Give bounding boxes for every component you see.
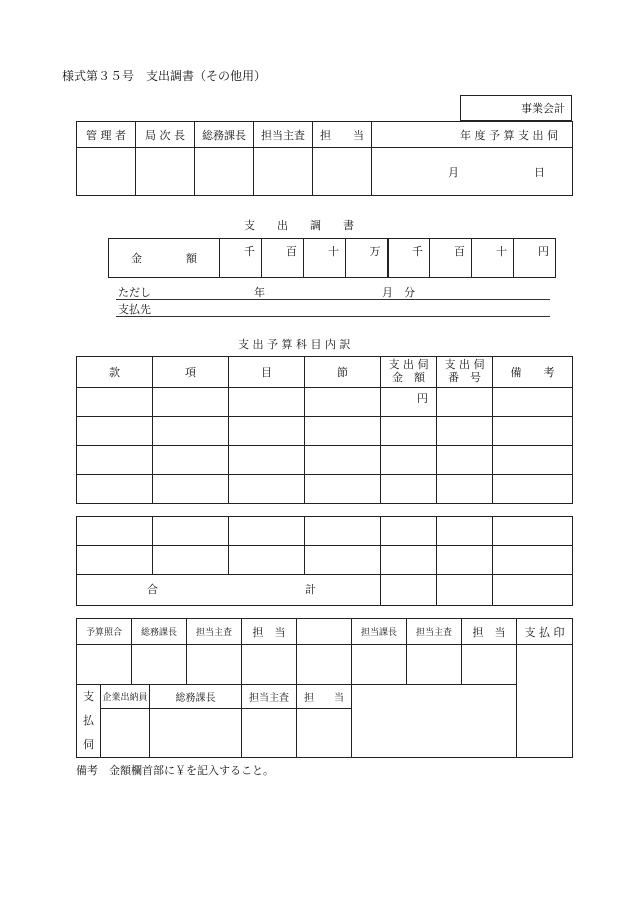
tadashi-label: ただし xyxy=(118,286,151,299)
breakdown-header: 支 出 伺 番 号 xyxy=(437,357,493,388)
sub-seal-cell[interactable] xyxy=(242,709,297,758)
breakdown-cell[interactable] xyxy=(305,446,381,475)
breakdown-cell[interactable] xyxy=(229,475,305,504)
approval-date-cell[interactable] xyxy=(372,148,573,196)
approval-seal-cell[interactable] xyxy=(77,148,136,196)
bottom-header: 担当課長 xyxy=(352,619,407,645)
corner-label: 事業会計 xyxy=(461,96,572,121)
bottom-header: 担当主査 xyxy=(407,619,462,645)
breakdown-cell[interactable] xyxy=(437,546,493,575)
tadashi-period: 分 xyxy=(404,286,415,299)
breakdown-header: 款 xyxy=(77,357,153,388)
bottom-seal-cell[interactable] xyxy=(297,645,352,685)
breakdown-cell[interactable] xyxy=(77,517,153,546)
sub-header: 担 当 xyxy=(297,685,352,709)
breakdown-cell[interactable] xyxy=(437,417,493,446)
sub-header: 総務課長 xyxy=(150,685,242,709)
amount-digit-cell[interactable]: 円 xyxy=(514,239,556,278)
date-month: 月 xyxy=(448,166,459,179)
breakdown-cell[interactable] xyxy=(77,546,153,575)
breakdown-cell[interactable] xyxy=(305,417,381,446)
breakdown-cell[interactable] xyxy=(153,517,229,546)
breakdown-cell[interactable] xyxy=(493,417,573,446)
total-amount-cell[interactable] xyxy=(381,575,437,606)
sub-seal-cell[interactable] xyxy=(150,709,242,758)
breakdown-cell[interactable] xyxy=(493,575,573,606)
bottom-approval-table xyxy=(76,618,573,758)
budget-year-label: 年 度 予 算 支 出 伺 xyxy=(372,122,573,148)
form-note: 備考 金額欄首部に￥を記入すること。 xyxy=(76,764,274,777)
bottom-seal-cell[interactable] xyxy=(352,645,407,685)
sub-header: 企業出納員 xyxy=(101,685,150,709)
approval-seal-cell[interactable] xyxy=(313,148,372,196)
total-label-cell xyxy=(77,575,381,606)
approval-seal-cell[interactable] xyxy=(195,148,254,196)
payment-seal-cell[interactable] xyxy=(517,645,573,758)
form-title: 様式第３５号 支出調書（その他用） xyxy=(62,69,267,83)
breakdown-cell[interactable] xyxy=(229,546,305,575)
bottom-seal-cell[interactable] xyxy=(132,645,187,685)
breakdown-cell[interactable] xyxy=(493,388,573,417)
breakdown-total-table xyxy=(76,516,573,606)
breakdown-cell[interactable] xyxy=(153,546,229,575)
total-label-right: 計 xyxy=(305,583,316,596)
tadashi-month: 月 xyxy=(382,286,393,299)
breakdown-cell[interactable] xyxy=(153,388,229,417)
breakdown-cell[interactable] xyxy=(493,475,573,504)
breakdown-cell[interactable] xyxy=(305,546,381,575)
amount-digit-cell[interactable]: 十 xyxy=(472,239,514,278)
breakdown-cell[interactable] xyxy=(305,475,381,504)
bottom-header: 総務課長 xyxy=(132,619,187,645)
breakdown-header: 備 考 xyxy=(493,357,573,388)
breakdown-cell[interactable] xyxy=(381,475,437,504)
amount-digit-cell[interactable]: 千 xyxy=(388,239,430,278)
breakdown-header: 項 xyxy=(153,357,229,388)
breakdown-cell[interactable] xyxy=(229,517,305,546)
breakdown-cell[interactable] xyxy=(229,446,305,475)
payee-underline xyxy=(116,316,550,317)
breakdown-cell[interactable] xyxy=(305,517,381,546)
breakdown-cell[interactable] xyxy=(437,475,493,504)
breakdown-cell[interactable] xyxy=(493,517,573,546)
breakdown-cell[interactable] xyxy=(305,388,381,417)
side-char: 払 xyxy=(83,714,94,727)
breakdown-cell[interactable] xyxy=(77,475,153,504)
approval-table xyxy=(76,121,573,196)
breakdown-cell[interactable] xyxy=(77,446,153,475)
breakdown-table xyxy=(76,356,573,504)
sub-seal-cell[interactable] xyxy=(297,709,352,758)
breakdown-header: 支 出 伺 金 額 xyxy=(381,357,437,388)
breakdown-cell[interactable] xyxy=(77,388,153,417)
breakdown-cell[interactable] xyxy=(437,446,493,475)
breakdown-cell[interactable] xyxy=(229,388,305,417)
tadashi-year: 年 xyxy=(254,286,265,299)
breakdown-cell[interactable] xyxy=(153,417,229,446)
amount-label: 金 額 xyxy=(109,239,220,278)
tadashi-underline xyxy=(116,299,550,300)
amount-digit-cell[interactable]: 千 xyxy=(220,239,262,278)
breakdown-cell[interactable] xyxy=(437,575,493,606)
breakdown-cell[interactable] xyxy=(229,417,305,446)
breakdown-cell[interactable] xyxy=(77,417,153,446)
approval-header: 担 当 xyxy=(313,122,372,148)
bottom-header xyxy=(297,619,352,645)
amount-table xyxy=(108,238,556,278)
amount-digit-cell[interactable]: 百 xyxy=(430,239,472,278)
breakdown-cell[interactable] xyxy=(153,446,229,475)
bottom-seal-cell[interactable] xyxy=(407,645,462,685)
payment-request-side-label xyxy=(77,685,101,758)
approval-header: 管 理 者 xyxy=(77,122,136,148)
bottom-seal-cell[interactable] xyxy=(187,645,242,685)
breakdown-cell[interactable] xyxy=(493,446,573,475)
breakdown-cell[interactable] xyxy=(153,475,229,504)
side-char: 支 xyxy=(83,690,94,703)
payee-label: 支払先 xyxy=(118,303,151,316)
breakdown-header: 目 xyxy=(229,357,305,388)
bottom-seal-cell[interactable] xyxy=(462,645,517,685)
bottom-header: 担 当 xyxy=(462,619,517,645)
breakdown-title: 支 出 予 算 科 目 内 訳 xyxy=(238,338,351,351)
approval-seal-cell[interactable] xyxy=(254,148,313,196)
breakdown-cell[interactable] xyxy=(381,446,437,475)
approval-header: 局 次 長 xyxy=(136,122,195,148)
sub-seal-cell[interactable] xyxy=(101,709,150,758)
breakdown-cell[interactable] xyxy=(437,517,493,546)
approval-header: 担当主査 xyxy=(254,122,313,148)
breakdown-cell[interactable] xyxy=(437,388,493,417)
side-char: 伺 xyxy=(83,738,94,751)
approval-seal-cell[interactable] xyxy=(136,148,195,196)
statement-title: 支 出 調 書 xyxy=(244,219,354,232)
amount-digit-cell[interactable]: 十 xyxy=(304,239,346,278)
approval-header: 総務課長 xyxy=(195,122,254,148)
bottom-header: 担 当 xyxy=(242,619,297,645)
bottom-header: 予算照合 xyxy=(77,619,132,645)
breakdown-cell[interactable] xyxy=(381,417,437,446)
breakdown-amount-cell[interactable]: 円 xyxy=(381,388,437,417)
date-day: 日 xyxy=(534,166,545,179)
corner-label-box xyxy=(460,95,572,121)
bottom-seal-cell[interactable] xyxy=(242,645,297,685)
breakdown-cell[interactable] xyxy=(493,546,573,575)
sub-header: 担当主査 xyxy=(242,685,297,709)
breakdown-header: 節 xyxy=(305,357,381,388)
breakdown-cell[interactable] xyxy=(381,546,437,575)
total-label-left: 合 xyxy=(147,583,158,596)
blank-area xyxy=(352,685,517,758)
amount-digit-cell[interactable]: 百 xyxy=(262,239,304,278)
amount-digit-cell[interactable]: 万 xyxy=(346,239,388,278)
bottom-header: 担当主査 xyxy=(187,619,242,645)
bottom-seal-cell[interactable] xyxy=(77,645,132,685)
bottom-header: 支 払 印 xyxy=(517,619,573,645)
breakdown-cell[interactable] xyxy=(381,517,437,546)
